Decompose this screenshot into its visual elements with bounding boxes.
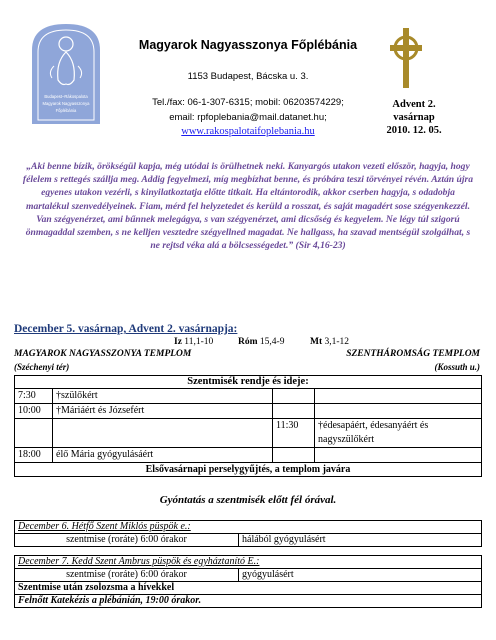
- parish-logo: [28, 20, 104, 124]
- row-spacer: [15, 547, 482, 556]
- mass-intention: †Máriáért és Józsefért: [53, 404, 273, 419]
- quote-text: „Aki benne bízik, örökségül kapja, még utódai is örülhetnek neki. Kanyargós utakon vezeti először, hagyja, hogy félelem s rettegés szállja meg. Addig fegyelmezi, míg megbízhat benne, és próbára teszi törvényei révén. Aztán újra egyenes utakon vezérli, s kinyilatkoztatja előtte titkait. Ha eltántorodik, akkor cserben hagyja, s odadobja martalékul szenvedélyeinek. Fiam, mérd fel helyzetedet és kerüld a rosszat, és saját magadért sose szégyenkezzél. Van szégyenérzet, ami bűnnek melegágya, s van szégyenérzet, ami dicsőség és kegyelem. Ne légy túl szigorú önmagaddal szemben, s ne kelljen vesztedre szégyellned magadat. Ne hallgass, ha szavad mentségül szolgálhat, s ne rejtsd véka alá a bölcsességedet.”: [22, 161, 474, 252]
- day-title: December 7. Kedd Szent Ambrus püspök és egyháztanító E.:: [15, 556, 482, 569]
- advent-label-line1: Advent 2.: [392, 99, 436, 110]
- reading-3: Mt 3,1-12: [310, 337, 350, 347]
- parish-website-link[interactable]: www.rakospalotaifoplebania.hu: [181, 126, 315, 137]
- confession-note: Gyóntatás a szentmisék előtt fél órával.: [159, 494, 337, 506]
- quote-reference: (Sir 4,16-23): [295, 240, 346, 252]
- church-right-location: (Kossuth u.): [434, 362, 480, 372]
- mass-intention: gyógyulásért: [239, 569, 482, 582]
- mass-time: [273, 389, 315, 404]
- logo-text-1: Budapest–Rákospalota: [44, 94, 88, 99]
- mass-intention: [315, 404, 482, 419]
- catechesis-note: Felnőtt Katekézis a plébánián, 19:00 órakor.: [15, 595, 482, 608]
- mass-intention: [53, 419, 273, 448]
- mass-info: szentmise (roráte) 6:00 órakor: [15, 534, 239, 547]
- church-left-name: MAGYAROK NAGYASSZONYA TEMPLOM: [14, 349, 192, 359]
- mass-time: [15, 419, 53, 448]
- mass-intention: [315, 448, 482, 463]
- mass-time: 11:30: [273, 419, 315, 448]
- celtic-cross-icon: [386, 28, 426, 88]
- weekday-schedule-table: [14, 520, 482, 608]
- parish-phone: Tel./fax: 06-1-307-6315; mobil: 06203574229;: [152, 97, 344, 108]
- mass-intention: [315, 389, 482, 404]
- table-row: [15, 404, 482, 419]
- mass-intention: élő Mária gyógyulásáért: [53, 448, 273, 463]
- table-row: [15, 534, 482, 547]
- church-right-name: SZENTHÁROMSÁG TEMPLOM: [346, 349, 480, 359]
- mass-time: [273, 448, 315, 463]
- mass-schedule-table: [14, 375, 482, 477]
- mass-time: 18:00: [15, 448, 53, 463]
- liturgy-note: Szentmise után zsolozsma a hívekkel: [15, 582, 482, 595]
- day-title: December 6. Hétfő Szent Miklós püspök e.:: [15, 521, 482, 534]
- church-left-location: (Széchenyi tér): [14, 362, 70, 372]
- table-row: [15, 389, 482, 404]
- logo-text-2: Magyarok Nagyasszonya: [42, 101, 90, 106]
- collection-note: Elsővasárnapi perselygyűjtés, a templom javára: [15, 463, 482, 477]
- scripture-quote: [22, 160, 474, 252]
- advent-label: [374, 98, 454, 137]
- mass-intention: †édesapáért, édesanyáért és nagyszülőkért: [315, 419, 482, 448]
- mass-info: szentmise (roráte) 6:00 órakor: [15, 569, 239, 582]
- parish-address: 1153 Budapest, Bácska u. 3.: [187, 71, 309, 82]
- advent-label-line2: vasárnap: [393, 112, 435, 123]
- parish-email: email: rpfoplebania@mail.datanet.hu;: [169, 112, 327, 123]
- table-row: [15, 569, 482, 582]
- mass-time: 7:30: [15, 389, 53, 404]
- parish-title: Magyarok Nagyasszonya Főplébánia: [138, 38, 358, 52]
- mass-intention: hálából gyógyulásért: [239, 534, 482, 547]
- mass-time: [273, 404, 315, 419]
- mass-table-title: Szentmisék rendje és ideje:: [15, 376, 482, 389]
- reading-1: Iz 11,1-10: [174, 337, 214, 347]
- sunday-title: December 5. vasárnap, Advent 2. vasárnapja:: [14, 323, 238, 335]
- reading-2: Róm 15,4-9: [238, 337, 285, 347]
- mass-time: 10:00: [15, 404, 53, 419]
- logo-text-3: Főplébánia: [55, 108, 77, 113]
- table-row: [15, 448, 482, 463]
- table-row: [15, 419, 482, 448]
- mass-intention: †szülőkért: [53, 389, 273, 404]
- advent-date: 2010. 12. 05.: [386, 125, 442, 136]
